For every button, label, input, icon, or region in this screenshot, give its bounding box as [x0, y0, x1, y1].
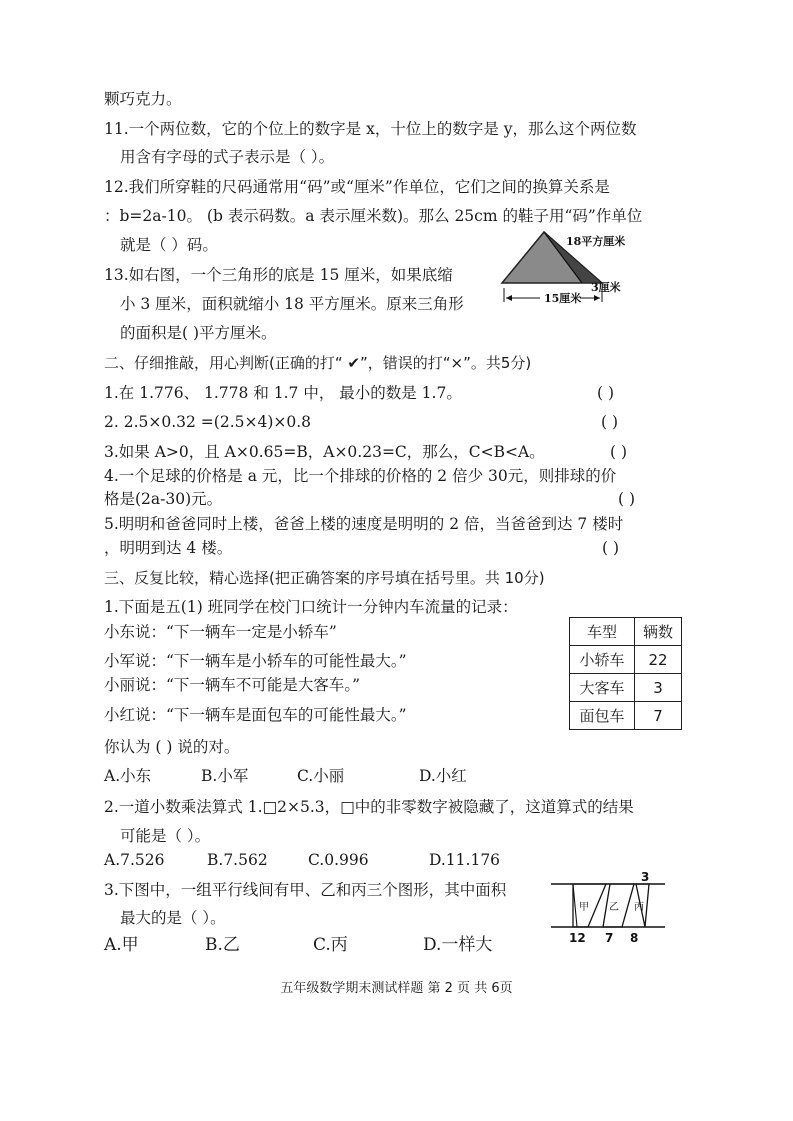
- triangle-figure: [496, 226, 636, 310]
- option-d: D.小红: [419, 767, 467, 785]
- table-header-row: [570, 618, 682, 646]
- question-11-line2: 用含有字母的式子表示是（ ）。: [120, 148, 335, 166]
- answer-bracket: ( ): [602, 539, 620, 557]
- choice-1-statement: 小军说：“下一辆车是小轿车的可能性最大。”: [104, 652, 407, 670]
- option-a: A.甲: [104, 935, 139, 955]
- bottom-length-label: 7: [605, 931, 614, 945]
- option-d: D.一样大: [423, 935, 493, 955]
- choice-3-line2: 最大的是（ ）。: [120, 909, 226, 927]
- question-13-line1: 13.如右图，一个三角形的底是 15 厘米，如果底缩: [104, 266, 453, 284]
- shape-jia-label: 甲: [579, 902, 589, 913]
- option-b: B.小军: [201, 767, 249, 785]
- answer-bracket: ( ): [618, 490, 636, 508]
- table-cell: 22: [635, 646, 682, 674]
- option-c: C.0.996: [308, 851, 369, 869]
- triangle-base-label: 15厘米: [544, 292, 582, 305]
- answer-bracket: ( ): [597, 384, 615, 402]
- judge-2: 2. 2.5×0.32 =(2.5×4)×0.8: [104, 413, 312, 431]
- option-b: B.7.562: [207, 851, 268, 869]
- top-length-label: 3: [641, 870, 650, 884]
- choice-2-line2: 可能是（ ）。: [120, 827, 211, 845]
- table-cell: 3: [635, 674, 682, 702]
- triangle-small-label: 3厘米: [591, 281, 621, 294]
- question-12-line3: 就是（ ）码。: [120, 236, 218, 254]
- vehicle-count-table: [569, 617, 682, 730]
- table-row: [570, 646, 682, 674]
- choice-1-statement: 小丽说：“下一辆车不可能是大客车。”: [104, 676, 361, 694]
- judge-1: 1.在 1.776、 1.778 和 1.7 中， 最小的数是 1.7。: [104, 384, 462, 402]
- answer-bracket: ( ): [601, 413, 619, 431]
- option-c: C.小丽: [297, 767, 345, 785]
- bottom-length-label: 8: [630, 931, 639, 945]
- triangle-area-label: 18平方厘米: [566, 235, 626, 248]
- choice-1-stem: 1.下面是五(1) 班同学在校门口统计一分钟内车流量的记录：: [104, 598, 518, 616]
- table-header: 车型: [570, 618, 635, 646]
- bottom-length-label: 12: [569, 931, 586, 945]
- page-footer: 五年级数学期末测试样题 第 2 页 共 6页: [280, 981, 513, 996]
- table-row: [570, 674, 682, 702]
- parallel-lines-figure: [549, 870, 667, 946]
- choice-2-line1: 2.一道小数乘法算式 1.□2×5.3，□中的非零数字被隐藏了，这道算式的结果: [104, 798, 634, 816]
- judge-5-line1: 5.明明和爸爸同时上楼，爸爸上楼的速度是明明的 2 倍，当爸爸到达 7 楼时: [104, 515, 624, 533]
- question-13-line2: 小 3 厘米，面积就缩小 18 平方厘米。原来三角形: [120, 295, 464, 313]
- choice-1-statement: 小东说：“下一辆车一定是小轿车”: [104, 623, 337, 641]
- option-b: B.乙: [205, 935, 240, 955]
- answer-bracket: ( ): [610, 443, 628, 461]
- option-a: A.7.526: [104, 851, 165, 869]
- judge-4-line1: 4.一个足球的价格是 a 元，比一个排球的价格的 2 倍少 30元，则排球的价: [104, 467, 617, 485]
- table-cell: 大客车: [570, 674, 635, 702]
- table-cell: 小轿车: [570, 646, 635, 674]
- question-12-line2: ：b=2a-10。 (b 表示码数。a 表示厘米数)。那么 25cm 的鞋子用“码”作单位: [104, 207, 643, 225]
- table-header: 辆数: [635, 618, 682, 646]
- choice-1-question: 你认为 ( ) 说的对。: [104, 738, 240, 756]
- table-row: [570, 702, 682, 730]
- shape-yi-label: 乙: [609, 902, 619, 913]
- option-a: A.小东: [104, 767, 152, 785]
- judge-3: 3.如果 A>0，且 A×0.65=B，A×0.23=C，那么，C<B<A。: [104, 443, 545, 461]
- question-12-line1: 12.我们所穿鞋的尺码通常用“码”或“厘米”作单位，它们之间的换算关系是: [104, 178, 610, 196]
- option-d: D.11.176: [429, 851, 501, 869]
- choice-1-statement: 小红说：“下一辆车是面包车的可能性最大。”: [104, 706, 407, 724]
- text-line: 颗巧克力。: [104, 90, 182, 108]
- table-cell: 7: [635, 702, 682, 730]
- question-11-line1: 11.一个两位数，它的个位上的数字是 x，十位上的数字是 y，那么这个两位数: [104, 120, 637, 138]
- section-3-heading: 三、反复比较，精心选择(把正确答案的序号填在括号里。共 10分): [104, 569, 545, 587]
- question-13-line3: 的面积是( )平方厘米。: [120, 324, 277, 342]
- shape-bing-label: 丙: [634, 902, 644, 913]
- shape-jia: [573, 884, 606, 927]
- option-c: C.丙: [313, 935, 348, 955]
- judge-4-line2: 格是(2a-30)元。: [104, 490, 223, 508]
- section-2-heading: 二、仔细推敲，用心判断(正确的打“ ✔”，错误的打“×”。共5分): [104, 354, 532, 372]
- judge-5-line2: ，明明到达 4 楼。: [104, 539, 233, 557]
- table-cell: 面包车: [570, 702, 635, 730]
- choice-3-line1: 3.下图中，一组平行线间有甲、乙和丙三个图形，其中面积: [104, 881, 507, 899]
